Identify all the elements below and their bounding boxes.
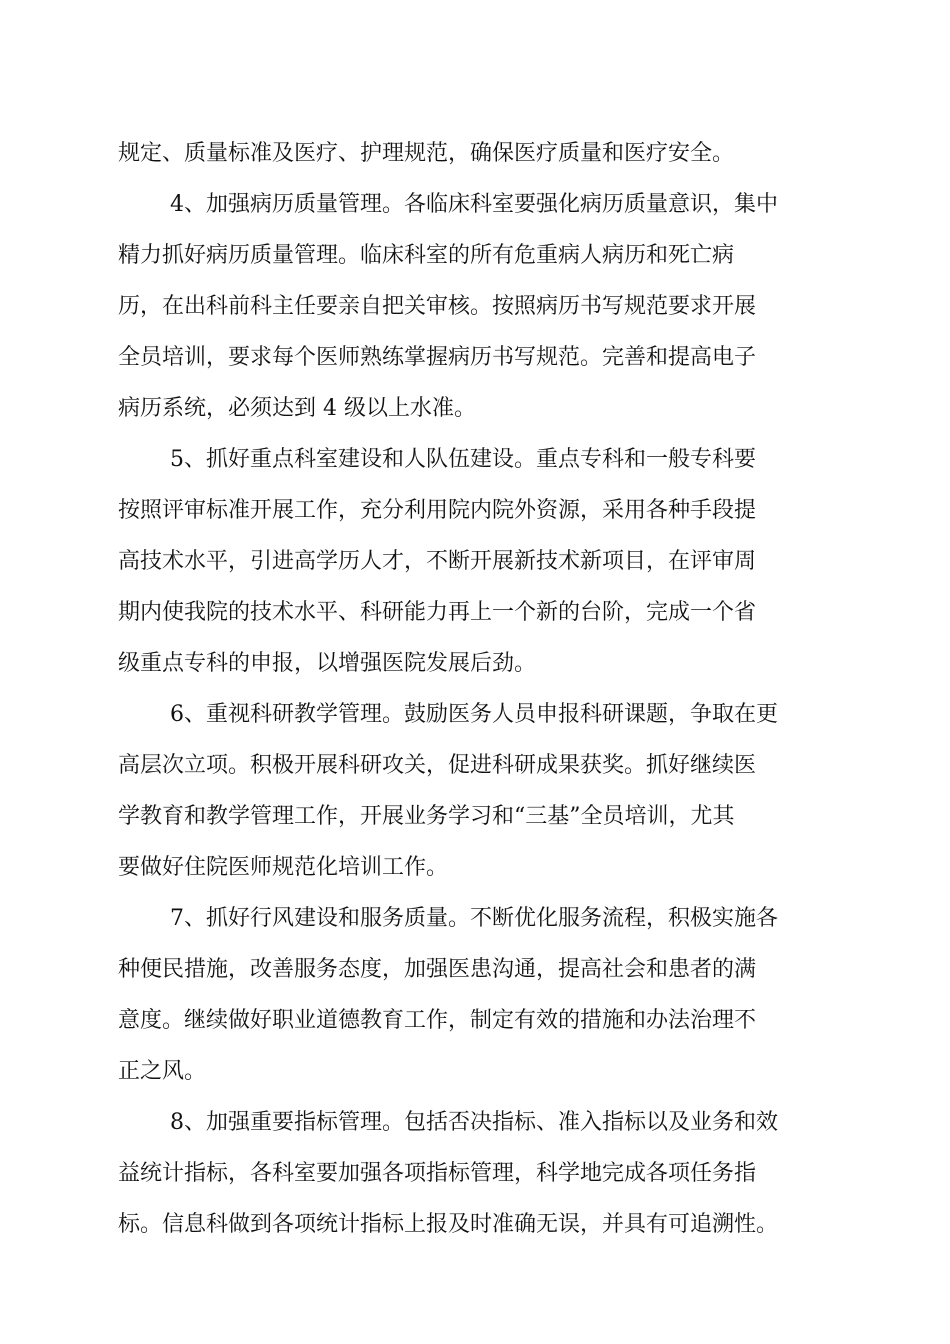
text-line: 历，在出科前科主任要亲自把关审核。按照病历书写规范要求开展 xyxy=(118,294,757,319)
paragraph-item-8 xyxy=(118,1097,848,1250)
text-line: 7、抓好行风建设和服务质量。不断优化服务流程，积极实施各 xyxy=(170,906,778,931)
text-line: 高技术水平，引进高学历人才，不断开展新技术新项目，在评审周 xyxy=(118,549,757,574)
text-line: 益统计指标，各科室要加强各项指标管理，科学地完成各项任务指 xyxy=(118,1161,757,1186)
text-line: 全员培训，要求每个医师熟练掌握病历书写规范。完善和提高电子 xyxy=(118,345,757,370)
text-line: 意度。继续做好职业道德教育工作，制定有效的措施和办法治理不 xyxy=(118,1008,757,1033)
paragraph-item-5 xyxy=(118,434,848,689)
text-line: 病历系统，必须达到 4 级以上水准。 xyxy=(118,396,476,421)
text-line: 6、重视科研教学管理。鼓励医务人员申报科研课题，争取在更 xyxy=(170,702,778,727)
document-page xyxy=(118,128,848,1250)
text-line: 学教育和教学管理工作，开展业务学习和“三基”全员培训，尤其 xyxy=(118,804,735,829)
text-line: 期内使我院的技术水平、科研能力再上一个新的台阶，完成一个省 xyxy=(118,600,757,625)
text-line: 按照评审标准开展工作，充分利用院内院外资源，采用各种手段提 xyxy=(118,498,757,523)
paragraph-item-6 xyxy=(118,689,848,893)
text-line: 规定、质量标准及医疗、护理规范，确保医疗质量和医疗安全。 xyxy=(118,141,735,166)
text-line: 4、加强病历质量管理。各临床科室要强化病历质量意识，集中 xyxy=(170,192,778,217)
text-line: 种便民措施，改善服务态度，加强医患沟通，提高社会和患者的满 xyxy=(118,957,757,982)
text-line: 级重点专科的申报，以增强医院发展后劲。 xyxy=(118,651,537,676)
text-line: 精力抓好病历质量管理。临床科室的所有危重病人病历和死亡病 xyxy=(118,243,735,268)
text-line: 要做好住院医师规范化培训工作。 xyxy=(118,855,449,880)
text-line: 正之风。 xyxy=(118,1059,207,1084)
text-line: 标。信息科做到各项统计指标上报及时准确无误，并具有可追溯性。 xyxy=(118,1212,779,1237)
paragraph-item-4 xyxy=(118,179,848,434)
text-line: 8、加强重要指标管理。包括否决指标、准入指标以及业务和效 xyxy=(170,1110,778,1135)
paragraph-continuation xyxy=(118,128,848,179)
text-line: 5、抓好重点科室建设和人队伍建设。重点专科和一般专科要 xyxy=(170,447,756,472)
text-line: 高层次立项。积极开展科研攻关，促进科研成果获奖。抓好继续医 xyxy=(118,753,757,778)
paragraph-item-7 xyxy=(118,893,848,1097)
